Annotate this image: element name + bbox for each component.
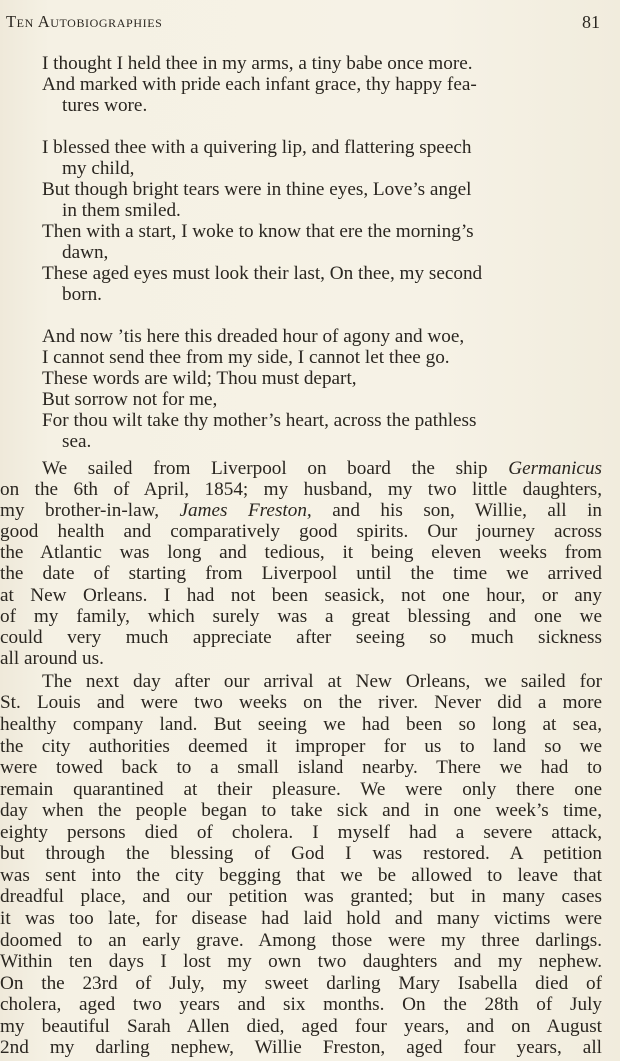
person-name: James Freston,: [179, 500, 312, 522]
poem-line-text: These aged eyes must look their last, On thee, my second: [42, 263, 483, 284]
text-line: cholera, aged two years and six months. On the 28th of July: [0, 994, 602, 1016]
text-line: [0, 500, 602, 521]
poem-line-text: I blessed thee with a quivering lip, and flattering speech: [42, 137, 472, 158]
poem-stanza-1: [42, 53, 602, 116]
text-line: the city authorities deemed it improper for us to land so we: [0, 735, 602, 757]
poem-line: [42, 179, 602, 221]
text-line: the date of starting from Liverpool until the time we arrived: [0, 563, 602, 585]
ship-name: Germanicus: [508, 458, 603, 479]
poem-line-text: Then with a start, I woke to know that ere the morning’s: [42, 221, 474, 242]
text-line: healthy company land. But seeing we had been so long at sea,: [0, 714, 602, 736]
poem-line-text: I cannot send thee from my side, I cannot let thee go.: [42, 347, 450, 368]
poem-line-continuation: in them smiled.: [62, 200, 181, 221]
poem-line-continuation: my child,: [62, 158, 135, 179]
poem-line: [42, 263, 602, 305]
text-line: on the 6th of April, 1854; my husband, my two little daughters,: [0, 479, 602, 501]
text-line: [0, 458, 602, 479]
text-line: Within ten days I lost my own two daughters and my nephew.: [0, 951, 602, 973]
poem-line-text: I thought I held thee in my arms, a tiny babe once more.: [42, 53, 473, 74]
text-run: my brother-in-law,: [0, 500, 159, 522]
text-line: my beautiful Sarah Allen died, aged four years, and on August: [0, 1015, 602, 1037]
text-line: On the 23rd of July, my sweet darling Mary Isabella died of: [0, 972, 602, 994]
text-line: at New Orleans. I had not been seasick, not one hour, or any: [0, 584, 602, 606]
poem-line: [42, 74, 602, 116]
poem-line: [42, 368, 602, 389]
text-line: could very much appreciate after seeing so much sickness: [0, 626, 602, 648]
poem-line: [42, 137, 602, 179]
text-run: We sailed from Liverpool on board the ship: [42, 458, 488, 479]
poem-line-continuation: tures wore.: [62, 95, 148, 116]
text-line: of my family, which surely was a great blessing and one we: [0, 605, 602, 627]
poem-line-text: And now ’tis here this dreaded hour of agony and woe,: [42, 326, 465, 347]
text-line: eighty persons died of cholera. I myself had a severe attack,: [0, 821, 602, 843]
text-line: doomed to an early grave. Among those were my three darlings.: [0, 929, 602, 951]
paragraph-2: [0, 671, 602, 1059]
poem-line: [42, 347, 602, 368]
poem-line-text: But sorrow not for me,: [42, 389, 218, 410]
poem-line-continuation: born.: [62, 284, 102, 305]
poem-stanza-2: [42, 137, 602, 305]
poem-line-continuation: sea.: [62, 431, 92, 452]
text-line: the Atlantic was long and tedious, it being eleven weeks from: [0, 542, 602, 564]
poem-line: [42, 221, 602, 263]
text-line: but through the blessing of God I was restored. A petition: [0, 843, 602, 865]
poem-line-text: But though bright tears were in thine eyes, Love’s angel: [42, 179, 472, 200]
poem-line-text: And marked with pride each infant grace, thy happy fea-: [42, 74, 477, 95]
text-line: good health and comparatively good spirits. Our journey across: [0, 521, 602, 543]
poem-line-text: For thou wilt take thy mother’s heart, across the pathless: [42, 410, 477, 431]
poem-line: [42, 410, 602, 452]
text-line: St. Louis and were two weeks on the river. Never did a more: [0, 692, 602, 714]
running-title: Ten Autobiographies: [6, 12, 163, 31]
text-line: all around us.: [0, 647, 104, 669]
page-number: 81: [582, 12, 600, 32]
poem-line: [42, 326, 602, 347]
text-line: remain quarantined at their pleasure. We were only there one: [0, 778, 602, 800]
text-line: dreadful place, and our petition was granted; but in many cases: [0, 886, 602, 908]
poem-line-continuation: dawn,: [62, 242, 109, 263]
text-line: were towed back to a small island nearby. There we had to: [0, 757, 602, 779]
poem-line: [42, 53, 602, 74]
text-run: and his son, Willie, all in: [332, 500, 603, 522]
poem-line-text: These words are wild; Thou must depart,: [42, 368, 357, 389]
text-line: day when the people began to take sick and in one week’s time,: [0, 800, 602, 822]
running-head: [6, 12, 600, 34]
text-line: it was too late, for disease had laid hold and many victims were: [0, 907, 602, 929]
poem-line: [42, 389, 602, 410]
text-line: 2nd my darling nephew, Willie Freston, aged four years, all: [0, 1037, 602, 1059]
text-line: was sent into the city begging that we be allowed to leave that: [0, 864, 602, 886]
poem: [42, 53, 602, 452]
prose-body: [0, 458, 602, 1059]
poem-stanza-3: [42, 326, 602, 452]
text-line: The next day after our arrival at New Orleans, we sailed for: [42, 670, 602, 692]
paragraph-1: [0, 458, 602, 669]
